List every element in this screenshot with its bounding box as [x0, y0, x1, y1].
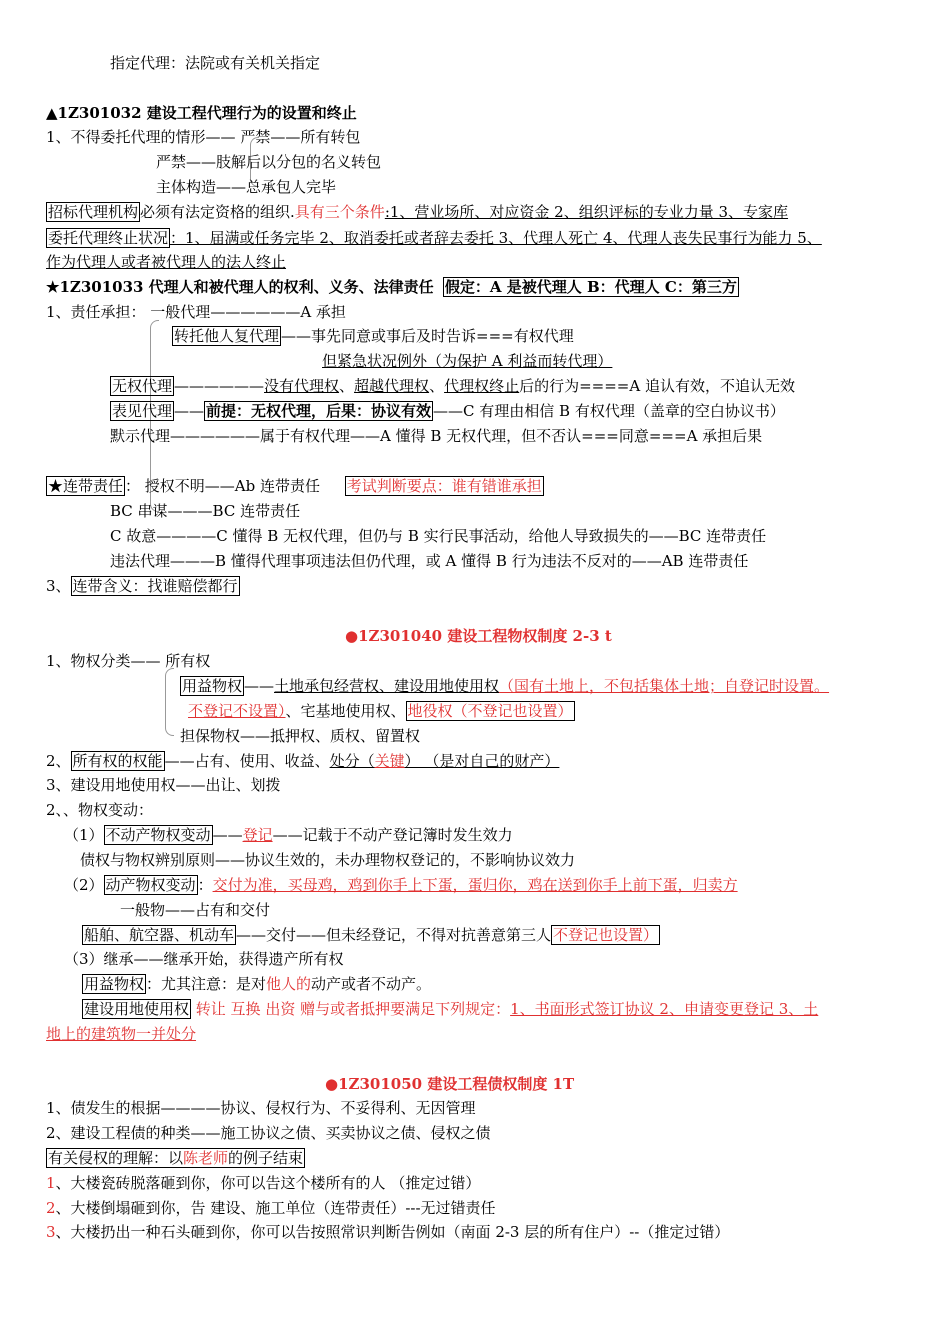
text-span: 、大楼倒塌砸到你，告 建设、施工单位（连带责任）---无过错责任	[55, 1199, 496, 1217]
section-heading: ●1Z301050 建设工程债权制度 1T	[325, 1075, 575, 1093]
text-line: 1、物权分类—— 所有权	[46, 652, 211, 670]
boxed-term: 动产物权变动	[105, 876, 196, 894]
text-span: ——	[244, 677, 275, 695]
text-line: （3）继承——继承开始，获得遗产所有权	[64, 950, 344, 968]
boxed-term: 所有权的权能	[72, 752, 163, 770]
text-span: ：	[197, 876, 213, 894]
text-span: ——	[212, 826, 243, 844]
text-line: 1、不得委托代理的情形—— 严禁——所有转包	[46, 128, 361, 146]
text-line	[46, 228, 822, 248]
text-span: （1）	[64, 826, 104, 844]
text-span: 后的行为====A 追认有效，不追认无效	[519, 377, 795, 395]
underlined-text: :1、营业场所、对应资金 2、组织评标的专业力量 3、专家库	[384, 203, 789, 221]
boxed-note: 假定：A 是被代理人 B：代理人 C：第三方	[444, 278, 737, 296]
underlined-text: ） （是对自己的财产）	[404, 752, 560, 770]
highlight-text: 关键	[374, 752, 405, 770]
text-span: ——C 有理由相信 B 有权代理（盖章的空白协议书）	[433, 402, 785, 420]
text-line	[110, 401, 785, 421]
text-span: 3、	[46, 577, 71, 595]
text-line	[46, 576, 240, 596]
text-span: ——占有、使用、收益、	[164, 752, 330, 770]
text-span: ——记载于不动产登记簿时发生效力	[272, 826, 513, 844]
highlight-text: 交付为准，买母鸡，鸡到你手上下蛋，蛋归你，鸡在送到你手上前下蛋，归卖方	[212, 876, 738, 894]
text-span: ：尤其注意：是对	[146, 975, 267, 993]
boxed-term: 建设用地使用权	[84, 1000, 190, 1018]
section-heading: ▲1Z301032 建设工程代理行为的设置和终止	[46, 104, 357, 122]
highlight-text: 具有三个条件	[294, 203, 385, 221]
text-line: 严禁——肢解后以分包的名义转包	[156, 153, 382, 171]
boxed-term: 用益物权	[182, 677, 243, 695]
text-line	[82, 925, 660, 945]
text-span: 、宅基地使用权、	[285, 702, 406, 720]
text-line	[172, 326, 574, 346]
text-line: 违法代理———B 懂得代理事项违法但仍代理，或 A 懂得 B 行为违法不反对的——AB 连带责任	[110, 552, 749, 570]
text-line: 1、债发生的根据————协议、侵权行为、不妥得利、无因管理	[46, 1099, 476, 1117]
text-span: 有关侵权的理解：以	[48, 1149, 184, 1167]
text-line	[46, 202, 788, 222]
boxed-highlight: 地役权（不登记也设置）	[407, 702, 573, 720]
text-line	[46, 1148, 305, 1168]
text-span: 、大楼扔出一种石头砸到你，你可以告按照常识判断告例如（南面 2-3 层的所有住户）--（推定过错）	[55, 1223, 730, 1241]
text-span: 、	[429, 377, 445, 395]
text-line	[82, 999, 818, 1019]
text-line: 2、建设工程债的种类——施工协议之债、买卖协议之债、侵权之债	[46, 1124, 491, 1142]
section-heading: ●1Z301040 建设工程物权制度 2-3 t	[345, 627, 612, 645]
text-line	[46, 751, 559, 771]
text-line	[188, 701, 575, 721]
text-span: 2、	[46, 752, 71, 770]
item-number: 1	[46, 1174, 56, 1192]
text-line: 3、建设用地使用权——出让、划拨	[46, 776, 281, 794]
underlined-text: 处分（	[329, 752, 375, 770]
text-line	[64, 875, 738, 895]
text-span: （2）	[64, 876, 104, 894]
boxed-term: 转托他人复代理	[174, 327, 280, 345]
highlight-text: 登记	[242, 826, 273, 844]
list-item	[46, 1198, 496, 1218]
highlight-text: 他人的	[266, 975, 312, 993]
text-span: 、大楼瓷砖脱落砸到你，你可以告这个楼所有的人 （推定过错）	[55, 1174, 481, 1192]
text-line: 2、、物权变动：	[46, 801, 154, 819]
text-line: 默示代理——————属于有权代理——A 懂得 B 无权代理，但不否认===同意===A 承担后果	[110, 427, 763, 445]
highlight-text: 转让 互换 出资 赠与或者抵押要满足下列规定：	[191, 1000, 511, 1018]
text-span: 、	[339, 377, 355, 395]
text-line: 但紧急状况例外（为保护 A 利益而转代理）	[322, 352, 613, 370]
text-span: ： 授权不明——Ab 连带责任	[125, 477, 320, 495]
list-item	[46, 1222, 729, 1242]
text-span: ——	[174, 402, 205, 420]
boxed-term	[46, 1148, 305, 1168]
boxed-term: ★连带责任	[48, 477, 124, 495]
highlight-text: （国有土地上，不包括集体土地；自登记时设置。	[499, 677, 830, 695]
text-line	[46, 476, 544, 496]
text-span: 必须有法定资格的组织.	[140, 203, 295, 221]
text-line: 作为代理人或者被代理人的法人终止	[46, 253, 287, 271]
text-line	[64, 825, 513, 845]
boxed-highlight: 考试判断要点：谁有错谁承担	[346, 477, 542, 495]
boxed-term: 用益物权	[84, 975, 145, 993]
text-span: ——————	[174, 377, 265, 395]
text-line	[110, 376, 795, 396]
text-span: 的例子结束	[228, 1149, 304, 1167]
item-number: 2	[46, 1199, 56, 1217]
text-span: ——交付——但未经登记，不得对抗善意第三人	[236, 926, 552, 944]
highlight-text: 不登记不设置）	[188, 702, 286, 720]
text-line: BC 串谋———BC 连带责任	[110, 502, 301, 520]
boxed-term: 委托代理终止状况	[48, 229, 169, 247]
underlined-text: 土地承包经营权、建设用地使用权	[274, 677, 500, 695]
brace-mark	[165, 668, 174, 736]
list-item	[46, 1173, 480, 1193]
boxed-note: 前提：无权代理，后果：协议有效	[206, 402, 432, 420]
boxed-term: 表见代理	[112, 402, 173, 420]
text-line: 主体构造——总承包人完毕	[156, 178, 337, 196]
underlined-text: 超越代理权	[354, 377, 430, 395]
text-line: 地上的建筑物一并处分	[46, 1025, 197, 1043]
highlight-text: 1、书面形式签订协议 2、申请变更登记 3、土	[510, 1000, 819, 1018]
boxed-term: 船舶、航空器、机动车	[84, 926, 235, 944]
text-line: C 故意————C 懂得 B 无权代理，但仍与 B 实行民事活动，给他人导致损失的——BC 连带责任	[110, 527, 767, 545]
highlight-text: 陈老师	[183, 1149, 229, 1167]
text-line: 指定代理：法院或有关机关指定	[110, 54, 321, 72]
boxed-term: 连带含义：找谁赔偿都行	[72, 577, 238, 595]
underlined-text: 没有代理权	[264, 377, 340, 395]
item-number: 3	[46, 1223, 56, 1241]
text-span: 动产或者不动产。	[311, 975, 432, 993]
underlined-text: 代理权终止	[444, 377, 520, 395]
text-line: 担保物权——抵押权、质权、留置权	[180, 727, 421, 745]
text-line	[82, 974, 431, 994]
text-span: ——事先同意或事后及时告诉===有权代理	[281, 327, 574, 345]
text-line: 一般物——占有和交付	[120, 901, 271, 919]
section-heading	[46, 277, 739, 297]
boxed-term: 不动产物权变动	[105, 826, 211, 844]
heading-text: ★1Z301033 代理人和被代理人的权利、义务、法律责任	[46, 278, 434, 296]
underlined-text: ：1、届满或任务完毕 2、取消委托或者辞去委托 3、代理人死亡 4、代理人丧失民事行为能力 5、	[170, 229, 822, 247]
text-line: 1、责任承担： 一般代理——————A 承担	[46, 303, 346, 321]
text-line: 债权与物权辨别原则——协议生效的，未办理物权登记的，不影响协议效力	[80, 851, 576, 869]
text-line	[180, 676, 829, 696]
boxed-term: 无权代理	[112, 377, 173, 395]
boxed-highlight: 不登记也设置）	[553, 926, 659, 944]
boxed-term: 招标代理机构	[48, 203, 139, 221]
